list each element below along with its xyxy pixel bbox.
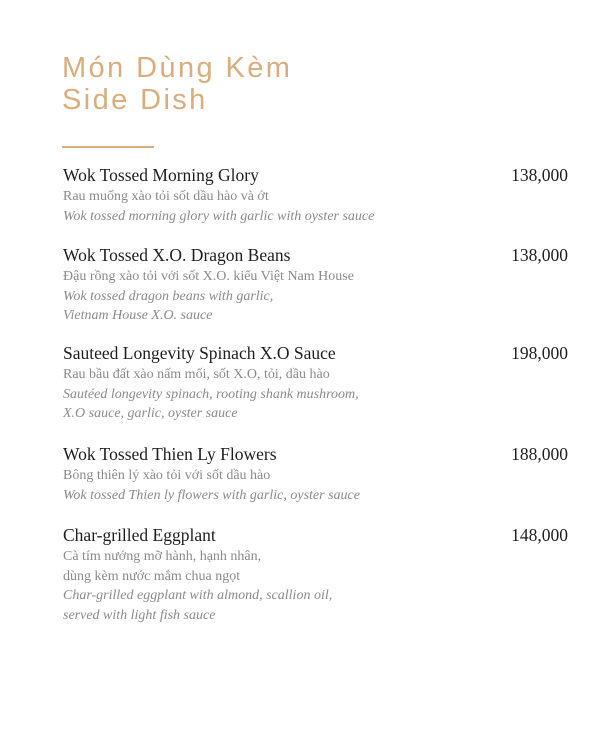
item-description-english: Wok tossed Thien ly flowers with garlic, oyster sauce xyxy=(63,487,360,503)
menu-item-morning-glory xyxy=(63,164,568,226)
menu-item-longevity-spinach xyxy=(63,342,568,424)
item-description-english: Sautéed longevity spinach, rooting shank mushroom, X.O sauce, garlic, oyster sauce xyxy=(63,386,359,421)
item-name: Wok Tossed Morning Glory xyxy=(63,165,259,185)
item-description-vietnamese: Rau bầu đất xào nấm mối, sốt X.O, tỏi, dầu hào xyxy=(63,367,330,382)
menu-item-eggplant xyxy=(63,524,568,625)
item-price: 138,000 xyxy=(511,245,568,265)
menu-item-dragon-beans xyxy=(63,244,568,326)
menu-item-thien-ly-flowers xyxy=(63,443,568,505)
item-price: 198,000 xyxy=(511,343,568,363)
item-description-english: Wok tossed dragon beans with garlic, Vietnam House X.O. sauce xyxy=(63,288,274,323)
item-name: Char-grilled Eggplant xyxy=(63,525,216,545)
item-description-vietnamese: Bông thiên lý xào tỏi với sốt dầu hào xyxy=(63,468,271,483)
item-description-vietnamese: Đậu rồng xào tỏi với sốt X.O. kiểu Việt Nam House xyxy=(63,269,354,284)
item-price: 138,000 xyxy=(511,165,568,185)
item-description-vietnamese: Cà tím nướng mỡ hành, hạnh nhân, dùng kèm nước mắm chua ngọt xyxy=(63,549,262,584)
title-vietnamese: Món Dùng Kèm xyxy=(62,52,293,84)
item-name: Wok Tossed Thien Ly Flowers xyxy=(63,444,277,464)
item-description-vietnamese: Rau muống xào tỏi sốt dầu hào và ớt xyxy=(63,189,269,204)
item-price: 148,000 xyxy=(511,525,568,545)
item-name: Sauteed Longevity Spinach X.O Sauce xyxy=(63,343,336,363)
title-english: Side Dish xyxy=(62,84,208,116)
item-name: Wok Tossed X.O. Dragon Beans xyxy=(63,245,291,265)
title-divider xyxy=(62,146,154,148)
page-title xyxy=(62,52,292,116)
item-description-english: Char-grilled eggplant with almond, scallion oil, served with light fish sauce xyxy=(63,588,333,623)
item-price: 188,000 xyxy=(511,444,568,464)
item-description-english: Wok tossed morning glory with garlic with oyster sauce xyxy=(63,208,375,224)
